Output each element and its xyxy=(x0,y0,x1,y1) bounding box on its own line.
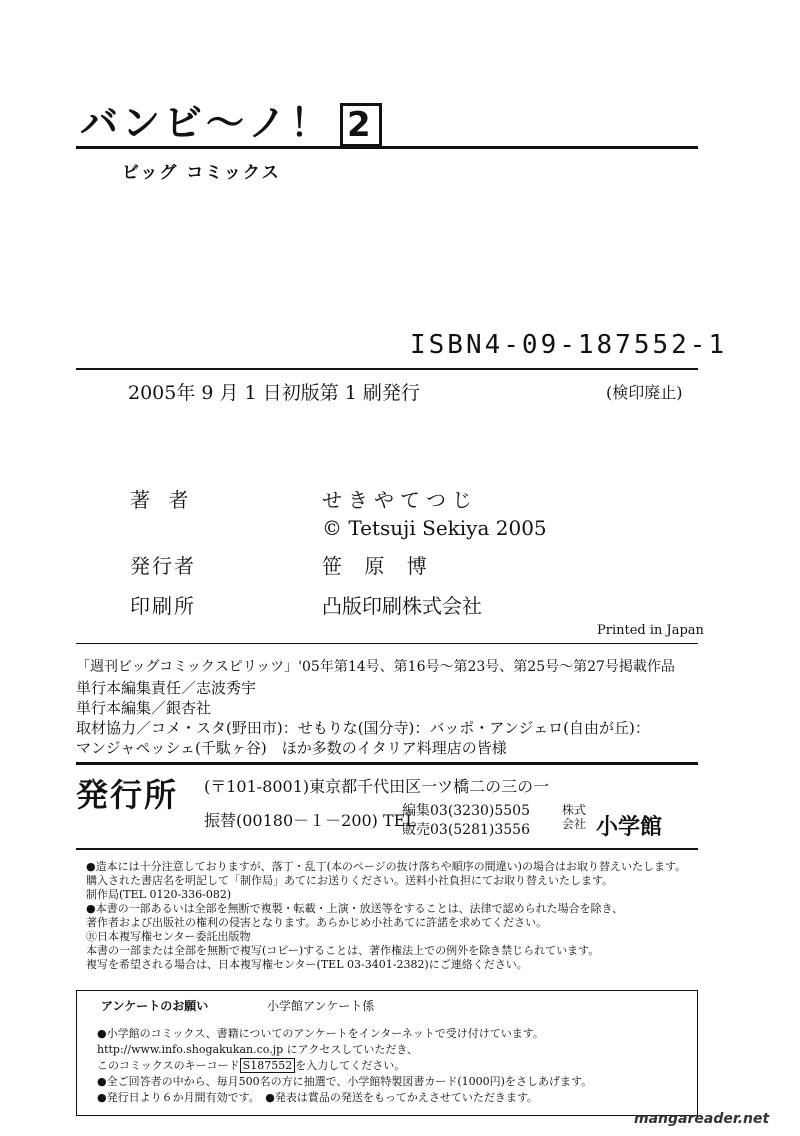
publisher-address: (〒101-8001)東京都千代田区一ツ橋二の三の一 xyxy=(204,777,550,796)
legal-notices xyxy=(76,858,698,971)
publisher-corp-type: 株式会社 xyxy=(562,803,587,831)
survey-line-4: ●全ご回答者の中から、毎月500名の方に抽選で、小学館特製図書カード(1000円)をさしあげます。 xyxy=(97,1075,593,1088)
survey-heading: アンケートのお願い xyxy=(101,999,209,1013)
notice-line: 購入された書店名を明記して「制作局」あてにお送りください。送料小社負担にてお取り替えいたします。 xyxy=(86,874,614,887)
printed-in: Printed in Japan xyxy=(597,623,704,638)
survey-key-code-line xyxy=(97,1057,405,1073)
survey-line-5: ●発行日より６か月間有効です。 ●発表は賞品の発送をもってかえさせていただきます。 xyxy=(97,1091,538,1104)
survey-subheading: 小学館アンケート係 xyxy=(267,999,375,1013)
notice-line: ●造本には十分注意しておりますが、落丁・乱丁(本のページの抜け落ちや順序の間違い)の場合はお取り替えいたします。 xyxy=(86,860,687,873)
publisher-rule xyxy=(76,762,698,765)
publisher-account: 振替(00180－１－200) TEL xyxy=(204,811,416,830)
publisher-person-value: 笹 原 博 xyxy=(322,554,435,578)
volume-number: 2 xyxy=(340,103,382,147)
editing-credit: 単行本編集／銀杏社 xyxy=(76,699,212,717)
serialization-info: 「週刊ビッグコミックスピリッツ」'05年第14号、第16号～第23号、第25号～第27号掲載作品 xyxy=(76,659,675,675)
series-name: ビッグ コミックス xyxy=(122,163,281,183)
author-label: 著 者 xyxy=(130,488,195,512)
publisher-person-label: 発行者 xyxy=(130,554,196,578)
printed-rule xyxy=(76,643,698,644)
isbn: ISBN4-09-187552-1 xyxy=(410,330,728,360)
cooperation-line-2: マンジャペッシェ(千駄ヶ谷) ほか多数のイタリア料理店の皆様 xyxy=(76,739,507,757)
publisher-name: 小学館 xyxy=(596,815,663,840)
notice-line: 本書の一部または全部を無断で複写(コピー)することは、著作権法上での例外を除き禁じられています。 xyxy=(86,944,600,957)
stamp-note: (検印廃止) xyxy=(606,383,683,402)
notice-line: 制作局(TEL 0120-336-082) xyxy=(86,888,232,901)
survey-box xyxy=(76,990,698,1116)
isbn-rule xyxy=(76,368,698,370)
publisher-tel-edit: 編集03(3230)5505 xyxy=(402,803,530,819)
title-text: バンビ～ノ！ xyxy=(80,101,333,145)
survey-line-1: ●小学館のコミックス、書籍についてのアンケートをインターネットで受け付けています。 xyxy=(97,1027,544,1040)
watermark: mangareader.net xyxy=(634,1111,770,1127)
notice-rule xyxy=(76,848,698,850)
notice-line: Ⓡ日本複写権センター委託出版物 xyxy=(86,930,251,943)
printer-value: 凸版印刷株式会社 xyxy=(322,594,482,618)
book-title xyxy=(80,92,382,147)
survey-url-line[interactable]: http://www.info.shogakukan.co.jp にアクセスしていただき、 xyxy=(97,1043,418,1056)
printer-label: 印刷所 xyxy=(130,594,196,618)
editor-in-charge: 単行本編集責任／志波秀宇 xyxy=(76,679,257,697)
title-rule xyxy=(76,146,698,149)
key-code-suffix: を入力してください。 xyxy=(295,1059,406,1072)
cooperation-line-1: 取材協力／コメ・スタ(野田市)：せもりな(国分寺)：バッポ・アンジェロ(自由が丘)： xyxy=(76,719,650,737)
edition-date: 2005年 9 月 1 日初版第 1 刷発行 xyxy=(128,382,420,404)
notice-line: ●本書の一部あるいは全部を無断で複製・転載・上演・放送等をすることは、法律で認められた場合を除き、 xyxy=(86,902,624,915)
author-value: せきやてつじ xyxy=(322,488,478,512)
publisher-label: 発行所 xyxy=(76,776,179,814)
key-code: S187552 xyxy=(240,1058,296,1073)
publisher-tel-sales: 販売03(5281)3556 xyxy=(402,822,530,838)
notice-line: 複写を希望される場合は、日本複写権センター(TEL 03-3401-2382)にご連絡ください。 xyxy=(86,958,528,971)
key-code-prefix: このコミックスのキーコード xyxy=(97,1059,240,1072)
notice-line: 著作者および出版社の権利の侵害となります。あらかじめ小社あてに許諾を求めてください。 xyxy=(86,916,548,929)
copyright: © Tetsuji Sekiya 2005 xyxy=(322,516,547,540)
